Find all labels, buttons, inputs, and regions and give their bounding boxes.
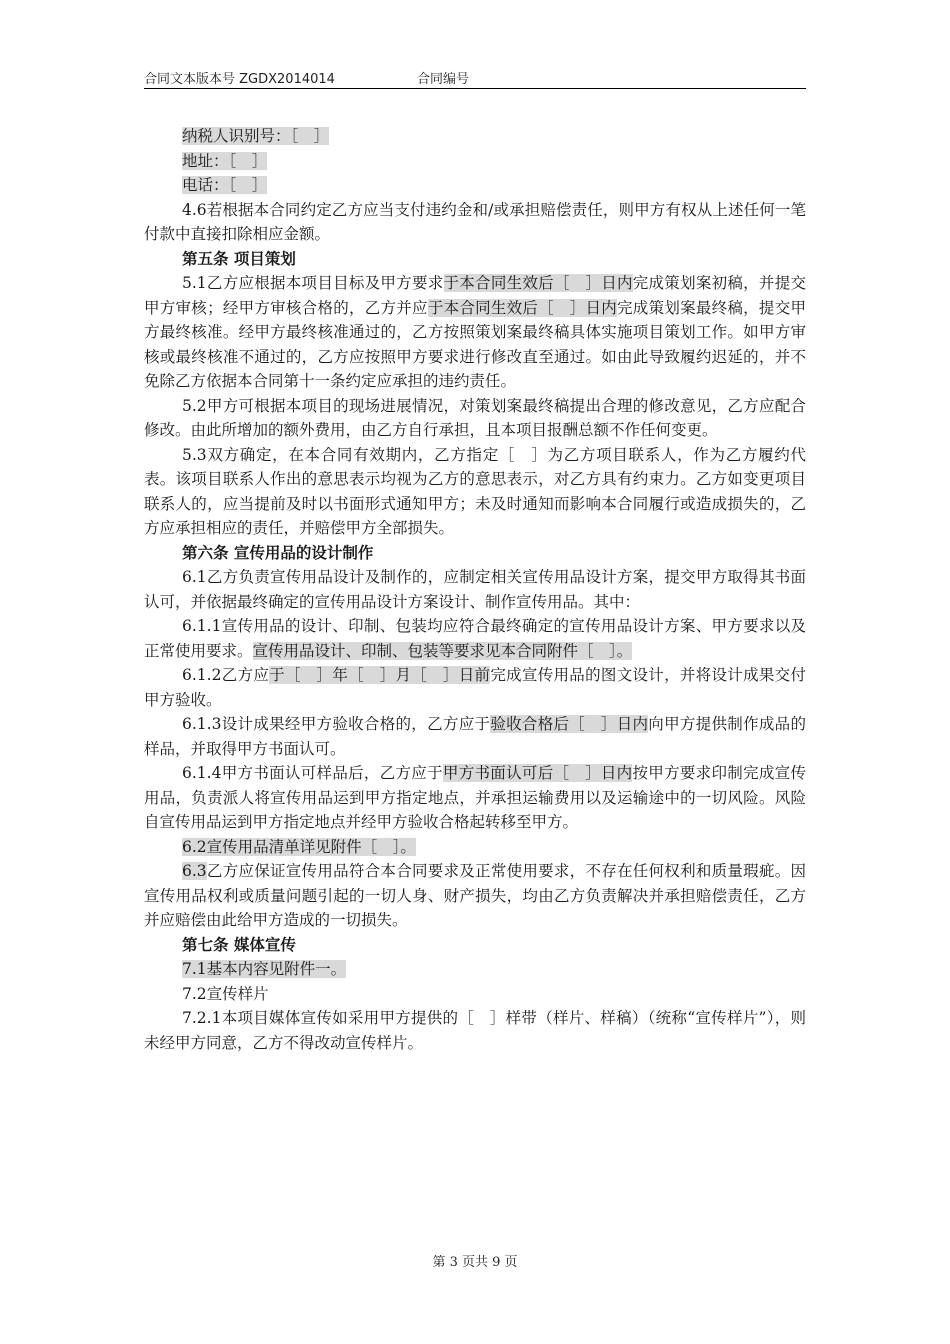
document-body xyxy=(144,124,806,1055)
clause-text: 完成宣传用品的图文设计，并将设计成果交付甲方验收。 xyxy=(144,666,806,709)
clause-paragraph xyxy=(144,1006,806,1055)
section-heading xyxy=(144,247,806,272)
clause-text: 5.2甲方可根据本项目的现场进展情况，对策划案最终稿提出合理的修改意见，乙方应配合修改。由此所增加的额外费用，由乙方自行承担，且本项目报酬总额不作任何变更。 xyxy=(144,396,806,439)
page-header xyxy=(144,66,806,89)
clause-text: 6.1乙方负责宣传用品设计及制作的，应制定相关宣传用品设计方案，提交甲方取得其书面认可，并依据最终确定的宣传用品设计方案设计、制作宣传用品。其中： xyxy=(144,568,806,611)
highlighted-text: 甲方书面认可后［ ］日内 xyxy=(442,764,633,782)
clause-paragraph xyxy=(144,712,806,761)
highlighted-text: 宣传用品设计、印制、包装等要求见本合同附件［ ］。 xyxy=(252,641,633,660)
clause-paragraph xyxy=(144,663,806,712)
clause-text: 4.6若根据本合同约定乙方应当支付违约金和/或承担赔偿责任，则甲方有权从上述任何一笔付款中直接扣除相应金额。 xyxy=(144,200,806,243)
highlighted-text: 电话：［ ］ xyxy=(182,176,268,194)
clause-paragraph xyxy=(144,198,806,247)
clause-line xyxy=(144,957,806,982)
page-number: 第 3 页共 9 页 xyxy=(432,1255,518,1270)
clause-paragraph xyxy=(144,443,806,541)
clause-text: 乙方应保证宣传用品符合本合同要求及正常使用要求，不存在任何权利和质量瑕疵。因宣传用品权利或质量问题引起的一切人身、财产损失，均由乙方负责解决并承担赔偿责任，乙方并应赔偿由此给甲方造成的一切损失。 xyxy=(144,862,806,929)
clause-line xyxy=(144,124,806,149)
contract-number-label: 合同编号 xyxy=(417,72,470,87)
clause-line xyxy=(144,982,806,1007)
clause-line xyxy=(144,173,806,198)
section-heading xyxy=(144,541,806,566)
clause-text: 完成策划案最终稿，提交甲方最终核准。经甲方最终核准通过的，乙方按照策划案最终稿具体实施项目策划工作。如甲方审核或最终核准不通过的，乙方应按照甲方要求进行修改直至通过。如由此导致履约迟延的，并不免除乙方依据本合同第十一条约定应承担的违约责任。 xyxy=(144,298,806,390)
clause-text: 第五条 项目策划 xyxy=(182,249,296,268)
clause-text: 7.2.1本项目媒体宣传如采用甲方提供的［ ］样带（样片、样稿）（统称“宣传样片”），则未经甲方同意，乙方不得改动宣传样片。 xyxy=(144,1009,806,1052)
highlighted-text: 6.3 xyxy=(182,862,207,880)
clause-text: 按甲方要求印制完成宣传用品，负责派人将宣传用品运到甲方指定地点，并承担运输费用以及运输途中的一切风险。风险自宣传用品运到甲方指定地点并经甲方验收合格起转移至甲方。 xyxy=(144,764,806,831)
highlighted-text: 纳税人识别号：［ ］ xyxy=(182,127,330,145)
clause-text: 5.3双方确定，在本合同有效期内，乙方指定［ ］为乙方项目联系人，作为乙方履约代表。该项目联系人作出的意思表示均视为乙方的意思表示，对乙方具有约束力。乙方如变更项目联系人的，应当提前及时以书面形式通知甲方；未及时通知而影响本合同履行或造成损失的，乙方应承担相应的责任，并赔偿甲方全部损失。 xyxy=(144,445,806,537)
clause-paragraph xyxy=(144,271,806,394)
section-heading xyxy=(144,933,806,958)
clause-text: 6.1.3设计成果经甲方验收合格的，乙方应于 xyxy=(182,715,491,733)
clause-text: 6.1.4甲方书面认可样品后，乙方应于 xyxy=(182,764,443,782)
clause-paragraph xyxy=(144,859,806,933)
clause-text: 5.1乙方应根据本项目目标及甲方要求 xyxy=(182,274,444,292)
clause-text: 第六条 宣传用品的设计制作 xyxy=(182,543,374,562)
highlighted-text: 7.1基本内容见附件一。 xyxy=(182,960,347,978)
clause-text: 6.1.1宣传用品的设计、印制、包装均应符合最终确定的宣传用品设计方案、甲方要求以及正常使用要求。 xyxy=(144,617,806,660)
highlighted-text: 验收合格后［ ］日内 xyxy=(490,715,649,733)
clause-text: 7.2宣传样片 xyxy=(182,984,269,1003)
highlighted-text: 于［ ］年［ ］月［ ］日前 xyxy=(269,666,491,684)
clause-paragraph xyxy=(144,614,806,663)
clause-text: 完成策划案初稿，并提交甲方审核；经甲方审核合格的，乙方并应 xyxy=(144,274,806,317)
contract-version-label: 合同文本版本号 ZGDX2014014 xyxy=(144,72,335,87)
highlighted-text: 6.2宣传用品清单详见附件［ ］。 xyxy=(182,837,416,856)
clause-text: 第七条 媒体宣传 xyxy=(182,935,296,954)
clause-paragraph xyxy=(144,394,806,443)
highlighted-text: 于本合同生效后［ ］日内 xyxy=(443,274,633,292)
clause-line xyxy=(144,835,806,860)
clause-paragraph xyxy=(144,565,806,614)
clause-line xyxy=(144,149,806,174)
clause-paragraph xyxy=(144,761,806,835)
clause-text: 向甲方提供制作成品的样品，并取得甲方书面认可。 xyxy=(144,715,806,758)
clause-text: 6.1.2乙方应 xyxy=(182,666,270,684)
highlighted-text: 于本合同生效后［ ］日内 xyxy=(427,298,618,317)
highlighted-text: 地址：［ ］ xyxy=(182,151,268,170)
